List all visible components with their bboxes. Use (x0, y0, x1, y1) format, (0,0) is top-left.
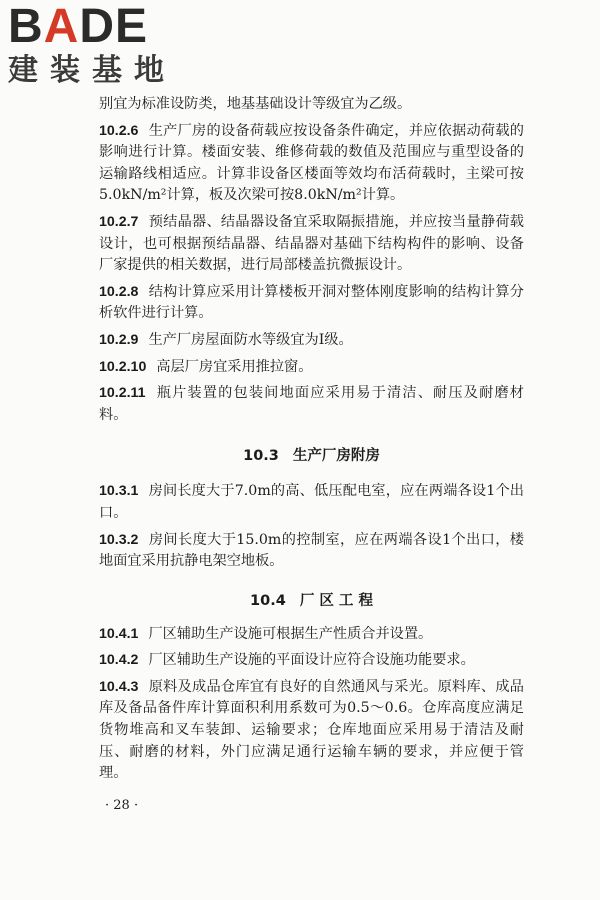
section-title: 厂 区 工 程 (299, 592, 373, 609)
clause-text: 瓶片装置的包装间地面应采用易于清洁、耐压及耐磨材料。 (99, 385, 524, 423)
clause-text: 预结晶器、结晶器设备宜采取隔振措施，并应按当量静荷载设计，也可根据预结晶器、结晶器对基础下结构构件的影响、设备厂家提供的相关数据，进行局部楼盖抗微振设计。 (99, 213, 524, 274)
clause-number: 10.2.9 (99, 331, 139, 348)
clause-10-2-10 (99, 357, 524, 379)
clause-text: 原料及成品仓库宜有良好的自然通风与采光。原料库、成品库及备品备件库计算面积利用系数可为0.5～0.6。仓库高度应满足货物堆高和叉车装卸、运输要求；仓库地面应采用易于清洁及耐压、耐磨的材料，外门应满足通行运输车辆的要求，并应便于管理。 (99, 678, 524, 782)
clause-10-4-3 (99, 677, 524, 785)
clause-number: 10.4.2 (99, 652, 139, 669)
clause-10-2-9 (99, 330, 524, 352)
clause-number: 10.4.1 (99, 625, 139, 642)
logo-letters-de: DE (79, 0, 149, 53)
clause-text: 房间长度大于15.0m的控制室，应在两端各设1个出口，楼地面宜采用抗静电架空地板。 (99, 531, 524, 570)
clause-10-2-8 (99, 282, 524, 325)
clause-text: 生产厂房的设备荷载应按设备条件确定，并应依据动荷载的影响进行计算。楼面安装、维修荷载的数值及范围应与重型设备的运输路线相适应。计算非设备区楼面等效均布活荷载时，主梁可按5.0kN/m²计算，板及次梁可按8.0kN/m²计算。 (99, 122, 524, 204)
logo-letter-a-accent: A (43, 0, 80, 53)
section-heading-10-3 (99, 444, 524, 465)
clause-10-2-11 (99, 383, 524, 426)
clause-number: 10.4.3 (99, 678, 139, 695)
clause-number: 10.2.10 (99, 358, 147, 375)
clause-text: 厂区辅助生产设施可根据生产性质合并设置。 (148, 625, 433, 642)
logo-wordmark (8, 2, 148, 52)
clause-number: 10.2.11 (99, 385, 146, 402)
clause-number: 10.2.7 (99, 213, 139, 230)
section-heading-10-4 (99, 589, 524, 610)
section-title: 生产厂房附房 (292, 448, 380, 465)
clause-10-4-2 (99, 650, 524, 672)
bade-logo (8, 2, 188, 92)
intro-paragraph: 别宜为标准设防类，地基基础设计等级宜为乙级。 (99, 96, 412, 112)
document-body (99, 94, 524, 815)
section-number: 10.3 (243, 448, 279, 465)
clause-text: 生产厂房屋面防水等级宜为Ⅰ级。 (148, 331, 353, 348)
clause-text: 房间长度大于7.0m的高、低压配电室，应在两端各设1个出口。 (99, 483, 524, 521)
clause-text: 厂区辅助生产设施的平面设计应符合设施功能要求。 (148, 652, 475, 669)
clause-10-2-6 (99, 121, 524, 207)
clause-10-4-1 (99, 624, 524, 646)
logo-letter-b: B (8, 0, 44, 53)
logo-chinese-name: 建装基地 (8, 53, 176, 88)
clause-number: 10.2.6 (99, 122, 139, 139)
clause-10-2-7 (99, 212, 524, 277)
clause-10-3-1 (99, 481, 524, 524)
clause-text: 高层厂房宜采用推拉窗。 (156, 358, 313, 375)
clause-number: 10.3.1 (99, 483, 139, 500)
clause-10-3-2 (99, 530, 524, 573)
section-number: 10.4 (250, 592, 286, 609)
clause-number: 10.2.8 (99, 283, 139, 300)
clause-text: 结构计算应采用计算楼板开洞对整体刚度影响的结构计算分析软件进行计算。 (99, 283, 524, 322)
page-number: · 28 · (105, 797, 139, 813)
clause-number: 10.3.2 (99, 531, 139, 548)
